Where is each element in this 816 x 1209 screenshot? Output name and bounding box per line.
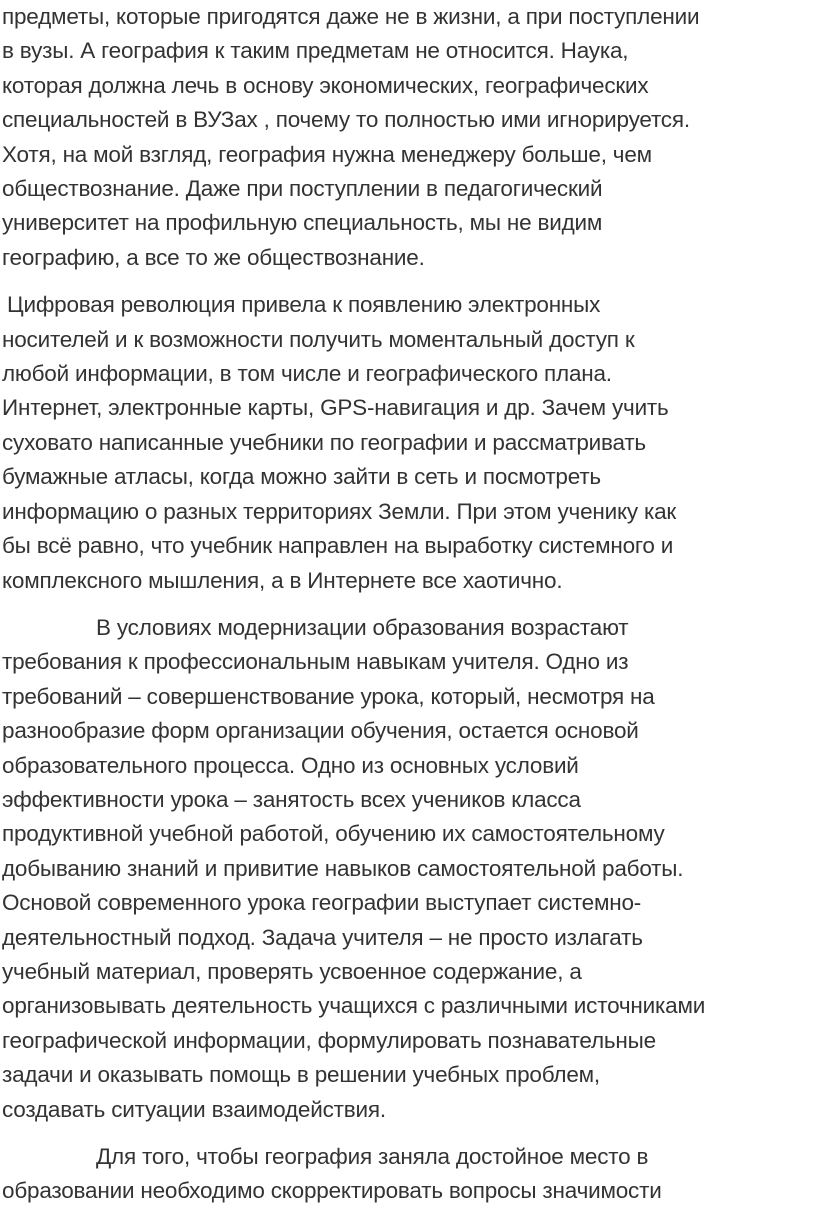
text-line: Основой современного урока географии выступает системно-	[2, 890, 642, 916]
text-line: задачи и оказывать помощь в решении учебных проблем,	[2, 1062, 600, 1088]
text-line: требования к профессиональным навыкам учителя. Одно из	[2, 649, 629, 675]
text-line: эффективности урока – занятость всех учеников класса	[2, 786, 581, 812]
text-line: бумажные атласы, когда можно зайти в сеть и посмотреть	[2, 464, 601, 490]
text-line: В условиях модернизации образования возрастают	[96, 614, 629, 640]
text-line: информацию о разных территориях Земли. При этом ученику как	[2, 498, 677, 524]
text-line: добыванию знаний и привитие навыков самостоятельной работы.	[2, 855, 684, 881]
text-line: Хотя, на мой взгляд, география нужна менеджеру больше, чем	[2, 141, 652, 167]
text-line: создавать ситуации взаимодействия.	[2, 1096, 386, 1122]
text-line: деятельностный подход. Задача учителя – не просто излагать	[2, 924, 643, 950]
text-line: географию, а все то же обществознание.	[2, 244, 425, 270]
text-line: обществознание. Даже при поступлении в педагогический	[2, 176, 603, 202]
text-line: которая должна лечь в основу экономических, географических	[2, 72, 649, 98]
text-line: суховато написанные учебники по географии и рассматривать	[2, 429, 646, 455]
text-line: университет на профильную специальность, мы не видим	[2, 210, 603, 236]
paragraph-1	[2, 0, 812, 275]
text-line: в вузы. А география к таким предметам не относится. Наука,	[2, 38, 629, 64]
text-line: специальностей в ВУЗах , почему то полностью ими игнорируется.	[2, 107, 690, 133]
text-line: Для того, чтобы география заняла достойное место в	[96, 1144, 649, 1169]
paragraph-4	[2, 1140, 812, 1209]
text-line: бы всё равно, что учебник направлен на выработку системного и	[2, 533, 674, 559]
paragraph-2	[2, 288, 812, 598]
paragraph-3	[2, 611, 812, 1127]
text-line: требований – совершенствование урока, который, несмотря на	[2, 683, 655, 709]
text-line: учебный материал, проверять усвоенное содержание, а	[2, 958, 582, 984]
text-line: комплексного мышления, а в Интернете все хаотично.	[2, 567, 563, 593]
text-line: организовывать деятельность учащихся с различными источниками	[2, 993, 706, 1019]
text-line: образовании необходимо скорректировать вопросы значимости	[2, 1178, 662, 1204]
text-line: Интернет, электронные карты, GPS-навигация и др. Зачем учить	[2, 395, 669, 421]
text-line: образовательного процесса. Одно из основных условий	[2, 752, 579, 778]
text-line: Цифровая революция привела к появлению электронных	[7, 292, 601, 318]
text-line: географической информации, формулировать познавательные	[2, 1027, 656, 1053]
text-line: предметы, которые пригодятся даже не в жизни, а при поступлении	[2, 4, 700, 29]
text-line: носителей и к возможности получить моментальный доступ к	[2, 326, 635, 352]
text-line: разнообразие форм организации обучения, остается основой	[2, 718, 639, 744]
text-line: любой информации, в том числе и географического плана.	[2, 361, 612, 387]
text-line: продуктивной учебной работой, обучению их самостоятельному	[2, 821, 665, 847]
